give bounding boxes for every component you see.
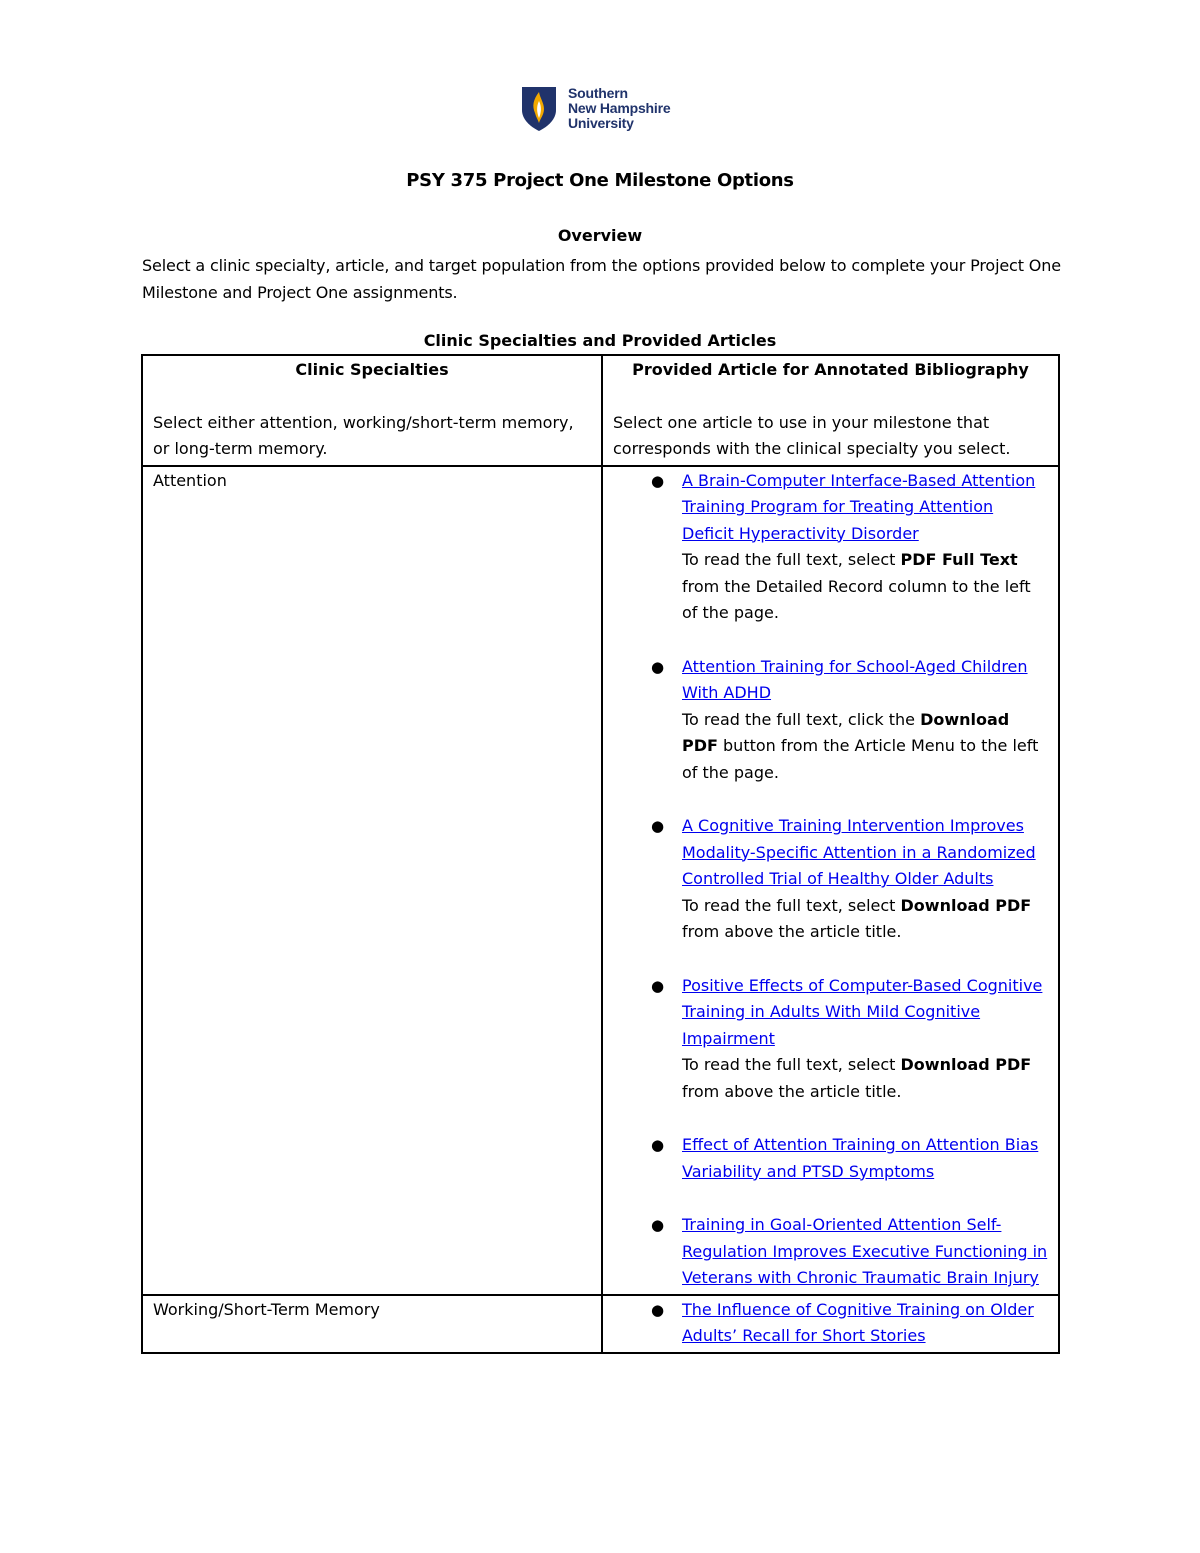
page-title: PSY 375 Project One Milestone Options (406, 170, 794, 191)
article-list (613, 468, 1048, 1292)
list-item: ● Attention Training for School-Aged Children With ADHD To read the full text, click the Download PDF button from the Article Menu to the left of the page. (613, 654, 1048, 787)
header-cell-specialties (142, 355, 602, 466)
table-row (142, 466, 1059, 1295)
table-title: Clinic Specialties and Provided Articles (423, 331, 777, 350)
article-link[interactable]: Positive Effects of Computer-Based Cognitive Training in Adults With Mild Cognitive Impairment (682, 975, 1043, 1048)
list-item (613, 1297, 1048, 1350)
col1-desc: Select either attention, working/short-term memory, or long-term memory. (153, 412, 574, 458)
col2-title: Provided Article for Annotated Bibliography (632, 360, 1029, 379)
col2-desc: Select one article to use in your milestone that corresponds with the clinical specialty you select. (613, 412, 1011, 458)
table-header-row (142, 355, 1059, 466)
articles-cell (602, 1295, 1059, 1353)
articles-cell (602, 466, 1059, 1295)
article-link[interactable]: Attention Training for School-Aged Children With ADHD (682, 656, 1028, 702)
article-list (613, 1297, 1048, 1350)
bullet-icon: ● (651, 976, 665, 995)
flame-shield-icon (521, 86, 557, 132)
article-link[interactable]: The Influence of Cognitive Training on Older Adults’ Recall for Short Stories (682, 1299, 1034, 1345)
article-link[interactable]: Effect of Attention Training on Attention Bias Variability and PTSD Symptoms (682, 1135, 1039, 1181)
list-item: ● A Brain-Computer Interface-Based Attention Training Program for Treating Attention Deficit Hyperactivity Disorder To read the full text, select PDF Full Text from the Detailed Record column to the left of the page. (613, 468, 1048, 627)
specialty-cell: Working/Short-Term Memory (142, 1295, 602, 1353)
list-item (613, 1132, 1048, 1185)
bullet-icon: ● (651, 817, 665, 835)
article-link[interactable]: A Brain-Computer Interface-Based Attention Training Program for Treating Attention Deficit Hyperactivity Disorder (682, 470, 1036, 543)
bullet-icon: ● (651, 657, 665, 676)
table-row (142, 1295, 1059, 1353)
bullet-icon: ● (651, 1216, 665, 1234)
bullet-icon: ● (651, 1136, 665, 1154)
col1-title: Clinic Specialties (295, 360, 449, 379)
overview-heading: Overview (557, 226, 643, 245)
logo-wordmark: Southern New Hampshire University (568, 85, 671, 131)
specialty-cell: Attention (142, 466, 602, 1295)
list-item: ● Positive Effects of Computer-Based Cognitive Training in Adults With Mild Cognitive Impairment To read the full text, select Download PDF from above the article title. (613, 973, 1048, 1106)
list-item: ● A Cognitive Training Intervention Improves Modality-Specific Attention in a Randomized Controlled Trial of Healthy Older Adults To read the full text, select Download PDF from above the article title. (613, 813, 1048, 946)
bullet-icon: ● (651, 471, 665, 490)
article-link[interactable]: A Cognitive Training Intervention Improves Modality-Specific Attention in a Randomized Controlled Trial of Healthy Older Adults (682, 816, 1036, 888)
specialties-table (141, 354, 1060, 1354)
list-item (613, 1212, 1048, 1292)
bullet-icon: ● (651, 1300, 665, 1319)
snhu-logo (521, 86, 701, 132)
article-link[interactable]: Training in Goal-Oriented Attention Self-Regulation Improves Executive Functioning in Veterans with Chronic Traumatic Brain Injury (682, 1215, 1048, 1287)
overview-text: Select a clinic specialty, article, and target population from the options provided below to complete your Project One Milestone and Project One assignments. (142, 256, 1061, 302)
header-cell-articles (602, 355, 1059, 466)
